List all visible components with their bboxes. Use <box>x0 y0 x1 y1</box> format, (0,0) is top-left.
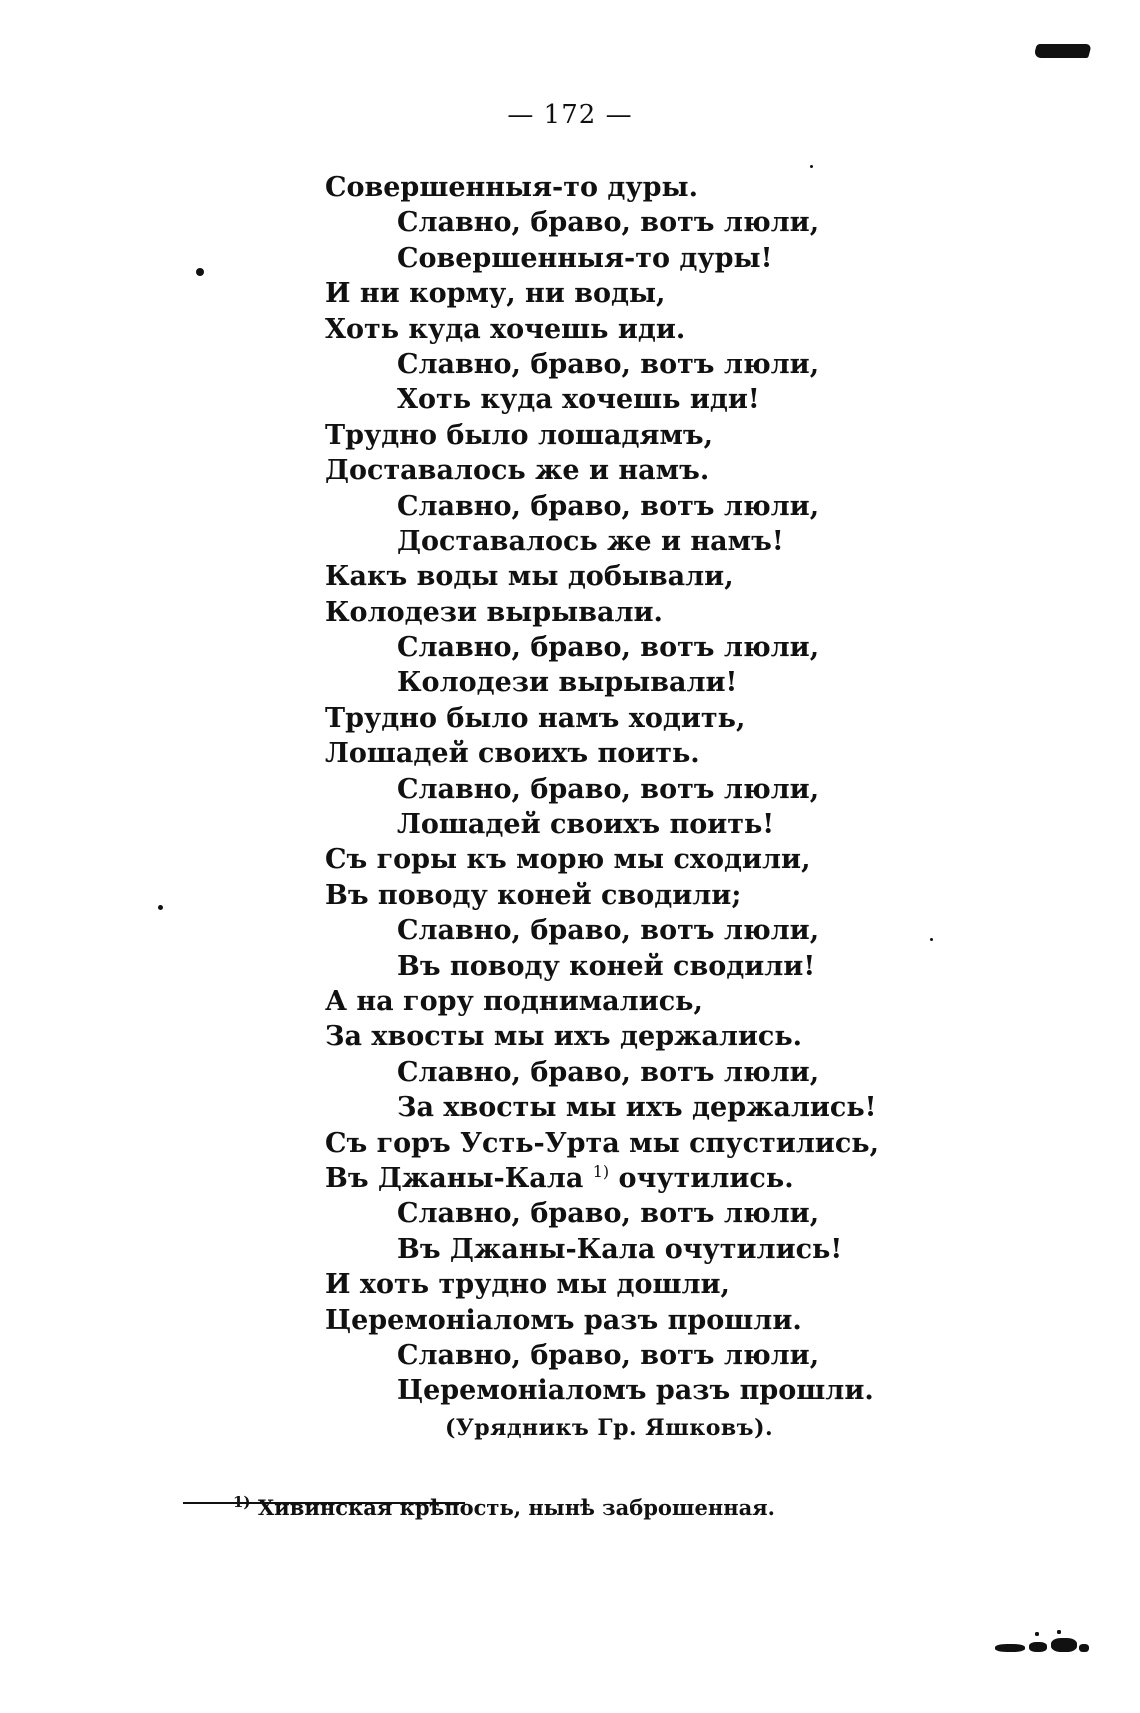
print-speck <box>158 905 163 910</box>
line-text-continued: очутились. <box>609 1162 794 1194</box>
line-text: Колодези вырывали. <box>325 596 663 628</box>
refrain-line <box>325 1373 1085 1408</box>
verse-line <box>325 312 1085 347</box>
refrain-line <box>325 524 1085 559</box>
verse-line <box>325 984 1085 1019</box>
verse-line <box>325 1126 1085 1161</box>
print-speck <box>196 268 204 276</box>
refrain-line <box>325 347 1085 382</box>
poem-attribution: (Урядникъ Гр. Яшковъ). <box>445 1415 774 1441</box>
refrain-line <box>325 1338 1085 1373</box>
line-text: Трудно было намъ ходить, <box>325 702 746 734</box>
print-speck <box>930 938 933 941</box>
line-text: Хоть куда хочешь иди! <box>397 384 760 416</box>
line-text: Хоть куда хочешь иди. <box>325 313 686 345</box>
verse-line <box>325 1303 1085 1338</box>
refrain-line <box>325 665 1085 700</box>
ink-smudge <box>995 1632 1090 1654</box>
footnote-text: Хивинская крѣпость, нынѣ заброшенная. <box>257 1495 775 1520</box>
line-text: Какъ воды мы добывали, <box>325 561 734 593</box>
line-text: Совершенныя-то дуры. <box>325 172 699 203</box>
line-text: За хвосты мы ихъ держались. <box>325 1021 803 1053</box>
refrain-line <box>325 241 1085 276</box>
poem-text <box>325 170 1085 1409</box>
line-text: За хвосты мы ихъ держались! <box>397 1092 877 1124</box>
line-text: Трудно было лошадямъ, <box>325 419 714 451</box>
verse-line <box>325 736 1085 771</box>
verse-line <box>325 453 1085 488</box>
line-text: Доставалось же и намъ. <box>325 455 710 487</box>
line-text: Славно, браво, вотъ люли, <box>397 1198 820 1230</box>
line-text: И ни корму, ни воды, <box>325 278 666 310</box>
line-text: Лошадей своихъ поить. <box>325 738 700 770</box>
line-text: Славно, браво, вотъ люли, <box>397 207 820 239</box>
line-text: Въ Джаны-Кала <box>325 1162 584 1194</box>
refrain-line <box>325 807 1085 842</box>
refrain-line <box>325 205 1085 240</box>
line-text: Славно, браво, вотъ люли, <box>397 773 820 805</box>
verse-line <box>325 1267 1085 1302</box>
line-text: Славно, браво, вотъ люли, <box>397 1339 820 1371</box>
verse-line <box>325 170 1085 205</box>
footnote-reference: 1) <box>592 1161 610 1181</box>
line-text: Съ горъ Усть-Урта мы спустились, <box>325 1127 880 1159</box>
line-text: Въ Джаны-Кала очутились! <box>397 1233 843 1265</box>
line-text: А на гору поднимались, <box>325 985 703 1017</box>
refrain-line <box>325 630 1085 665</box>
verse-line <box>325 1019 1085 1054</box>
refrain-line <box>325 1232 1085 1267</box>
refrain-line <box>325 489 1085 524</box>
refrain-line <box>325 1196 1085 1231</box>
refrain-line <box>325 949 1085 984</box>
line-text: Славно, браво, вотъ люли, <box>397 915 820 947</box>
footnote-mark: 1) <box>233 1493 251 1511</box>
line-text: Доставалось же и намъ! <box>397 525 784 557</box>
print-speck <box>810 165 813 168</box>
line-text: И хоть трудно мы дошли, <box>325 1269 730 1301</box>
line-text: Славно, браво, вотъ люли, <box>397 632 820 664</box>
refrain-line <box>325 913 1085 948</box>
verse-line <box>325 878 1085 913</box>
line-text: Славно, браво, вотъ люли, <box>397 1056 820 1088</box>
line-text: Церемоніаломъ разъ прошли. <box>397 1375 874 1407</box>
ink-smudge <box>1033 44 1092 58</box>
refrain-line <box>325 1055 1085 1090</box>
refrain-line <box>325 382 1085 417</box>
line-text: Въ поводу коней сводили; <box>325 879 742 911</box>
line-text: Славно, браво, вотъ люли, <box>397 348 820 380</box>
verse-line <box>325 701 1085 736</box>
line-text: Лошадей своихъ поить! <box>397 809 775 841</box>
refrain-line <box>325 772 1085 807</box>
verse-line <box>325 276 1085 311</box>
line-text: Въ поводу коней сводили! <box>397 950 816 982</box>
line-text: Совершенныя-то дуры! <box>397 242 773 274</box>
verse-line <box>325 418 1085 453</box>
verse-line <box>325 1161 1085 1196</box>
line-text: Колодези вырывали! <box>397 667 738 699</box>
refrain-line <box>325 1090 1085 1125</box>
line-text: Церемоніаломъ разъ прошли. <box>325 1304 802 1336</box>
verse-line <box>325 595 1085 630</box>
verse-line <box>325 842 1085 877</box>
line-text: Съ горы къ морю мы сходили, <box>325 844 811 876</box>
line-text: Славно, браво, вотъ люли, <box>397 490 820 522</box>
verse-line <box>325 559 1085 594</box>
page-number: — 172 — <box>507 100 633 130</box>
footnote <box>233 1495 775 1518</box>
